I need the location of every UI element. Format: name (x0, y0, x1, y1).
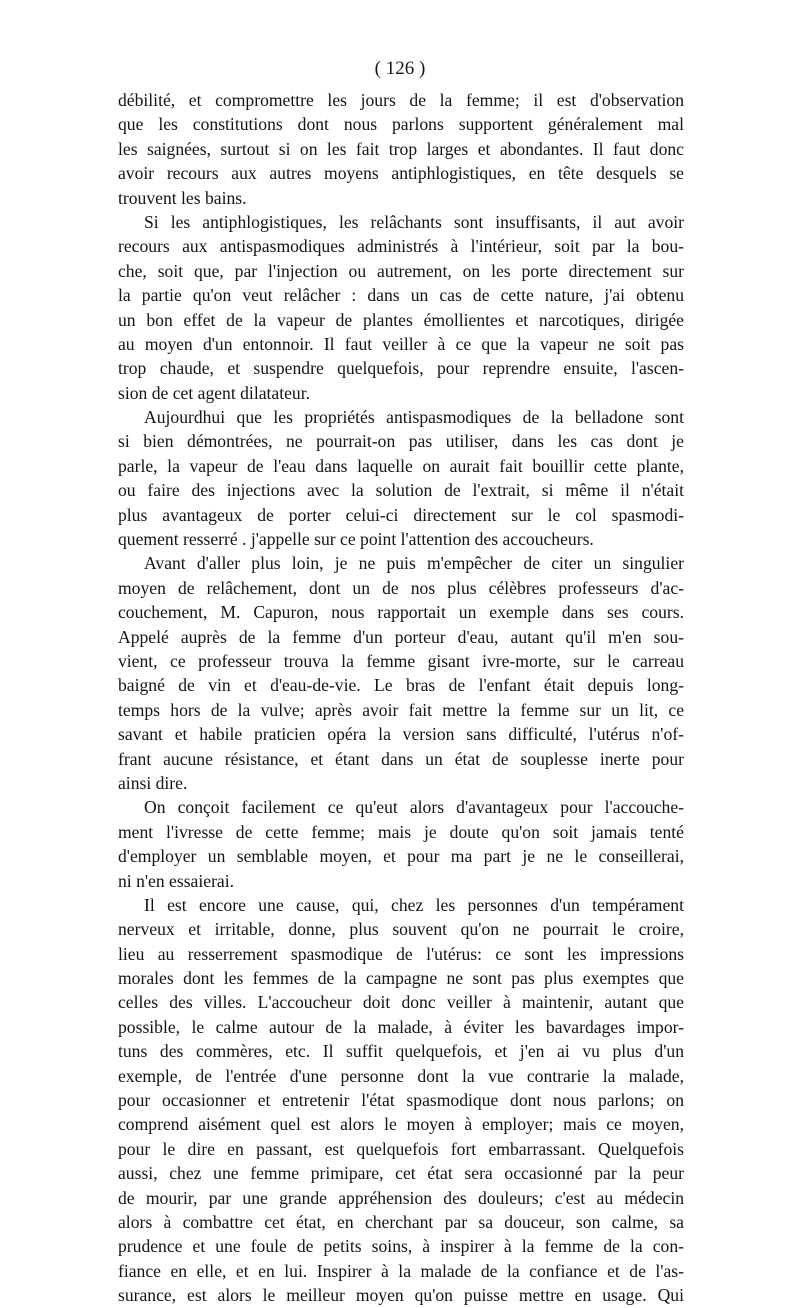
text-line: avoir recours aux autres moyens antiphlogistiques, en tête desquels se (118, 163, 684, 184)
text-line: tuns des commères, etc. Il suffit quelquefois, et j'en ai vu plus d'un (118, 1041, 684, 1062)
text-line: nerveux et irritable, donne, plus souvent qu'on ne pourrait le croire, (118, 919, 684, 940)
text-line: celles des villes. L'accoucheur doit donc veiller à maintenir, autant que (118, 992, 684, 1013)
text-line: Aujourdhui que les propriétés antispasmodiques de la belladone sont (144, 407, 684, 428)
text-line: moyen de relâchement, dont un de nos plus célèbres professeurs d'ac- (118, 577, 684, 598)
text-line: les saignées, surtout si on les fait trop larges et abondantes. Il faut donc (118, 138, 684, 159)
text-line: la partie qu'on veut relâcher : dans un cas de cette nature, j'ai obtenu (118, 285, 684, 306)
text-line: couchement, M. Capuron, nous rapportait un exemple dans ses cours. (118, 602, 684, 623)
text-line: lieu au resserrement spasmodique de l'utérus: ce sont les impressions (118, 943, 684, 964)
text-line: plus avantageux de porter celui-ci directement sur le col spasmodi- (118, 504, 684, 525)
text-line: vient, ce professeur trouva la femme gisant ivre-morte, sur le carreau (118, 650, 684, 671)
text-line: ainsi dire. (118, 772, 188, 793)
text-line: baigné de vin et d'eau-de-vie. Le bras de l'enfant était depuis long- (118, 675, 684, 696)
text-line: trop chaude, et suspendre quelquefois, pour reprendre ensuite, l'ascen- (118, 358, 684, 379)
text-line: On conçoit facilement ce qu'eut alors d'avantageux pour l'accouche- (144, 797, 684, 818)
text-line: exemple, de l'entrée d'une personne dont la vue contrarie la malade, (118, 1065, 684, 1086)
text-line: si bien démontrées, ne pourrait-on pas utiliser, dans les cas dont je (118, 431, 684, 452)
text-line: au moyen d'un entonnoir. Il faut veiller à ce que la vapeur ne soit pas (118, 333, 684, 354)
text-line: un bon effet de la vapeur de plantes émollientes et narcotiques, dirigée (118, 309, 684, 330)
text-line: che, soit que, par l'injection ou autrement, on les porte directement sur (118, 260, 684, 281)
text-line: de mourir, par une grande appréhension des douleurs; c'est au médecin (118, 1187, 684, 1208)
text-line: ment l'ivresse de cette femme; mais je doute qu'on soit jamais tenté (118, 821, 684, 842)
text-line: aussi, chez une femme primipare, cet état sera occasionné par la peur (118, 1163, 684, 1184)
text-line: morales dont les femmes de la campagne ne sont pas plus exemptes que (118, 968, 684, 989)
text-line: savant et habile praticien opéra la version sans difficulté, l'utérus n'of- (118, 724, 684, 745)
text-line: fiance en elle, et en lui. Inspirer à la malade de la confiance et de l'as- (118, 1260, 684, 1281)
text-line: sion de cet agent dilatateur. (118, 382, 310, 403)
text-line: pour le dire en passant, est quelquefois fort embarrassant. Quelquefois (118, 1138, 684, 1159)
text-line: surance, est alors le meilleur moyen qu'on puisse mettre en usage. Qui (118, 1285, 684, 1306)
text-line: d'employer un semblable moyen, et pour ma part je ne le conseillerai, (118, 846, 684, 867)
text-line: quement resserré . j'appelle sur ce point l'attention des accoucheurs. (118, 529, 594, 550)
text-line: temps hors de la vulve; après avoir fait mettre la femme sur un lit, ce (118, 699, 684, 720)
text-line: ou faire des injections avec la solution de l'extrait, si même il n'était (118, 480, 684, 501)
text-line: pour occasionner et entretenir l'état spasmodique dont nous parlons; on (118, 1090, 684, 1111)
text-line: trouvent les bains. (118, 187, 247, 208)
text-line: ni n'en essaierai. (118, 870, 235, 891)
text-line: Il est encore une cause, qui, chez les personnes d'un tempérament (144, 894, 684, 915)
text-line: Avant d'aller plus loin, je ne puis m'empêcher de citer un singulier (144, 553, 684, 574)
text-line: recours aux antispasmodiques administrés à l'intérieur, soit par la bou- (118, 236, 684, 257)
text-line: parle, la vapeur de l'eau dans laquelle on aurait fait bouillir cette plante, (118, 455, 684, 476)
text-line: Si les antiphlogistiques, les relâchants sont insuffisants, il aut avoir (144, 211, 684, 232)
text-line: débilité, et compromettre les jours de la femme; il est d'observation (118, 90, 684, 110)
text-line: alors à combattre cet état, en cherchant par sa douceur, son calme, sa (118, 1211, 684, 1232)
text-line: frant aucune résistance, et étant dans un état de souplesse inerte pour (118, 748, 684, 769)
text-line: possible, le calme autour de la malade, à éviter les bavardages impor- (118, 1016, 684, 1037)
text-line: que les constitutions dont nous parlons supportent généralement mal (118, 114, 684, 135)
body-text (118, 88, 684, 1308)
text-line: comprend aisément quel est alors le moyen à employer; mais ce moyen, (118, 1114, 684, 1135)
text-line: Appelé auprès de la femme d'un porteur d'eau, autant qu'il m'en sou- (118, 626, 684, 647)
page-number: ( 126 ) (374, 58, 426, 79)
text-line: prudence et une foule de petits soins, à inspirer à la femme de la con- (118, 1236, 684, 1257)
